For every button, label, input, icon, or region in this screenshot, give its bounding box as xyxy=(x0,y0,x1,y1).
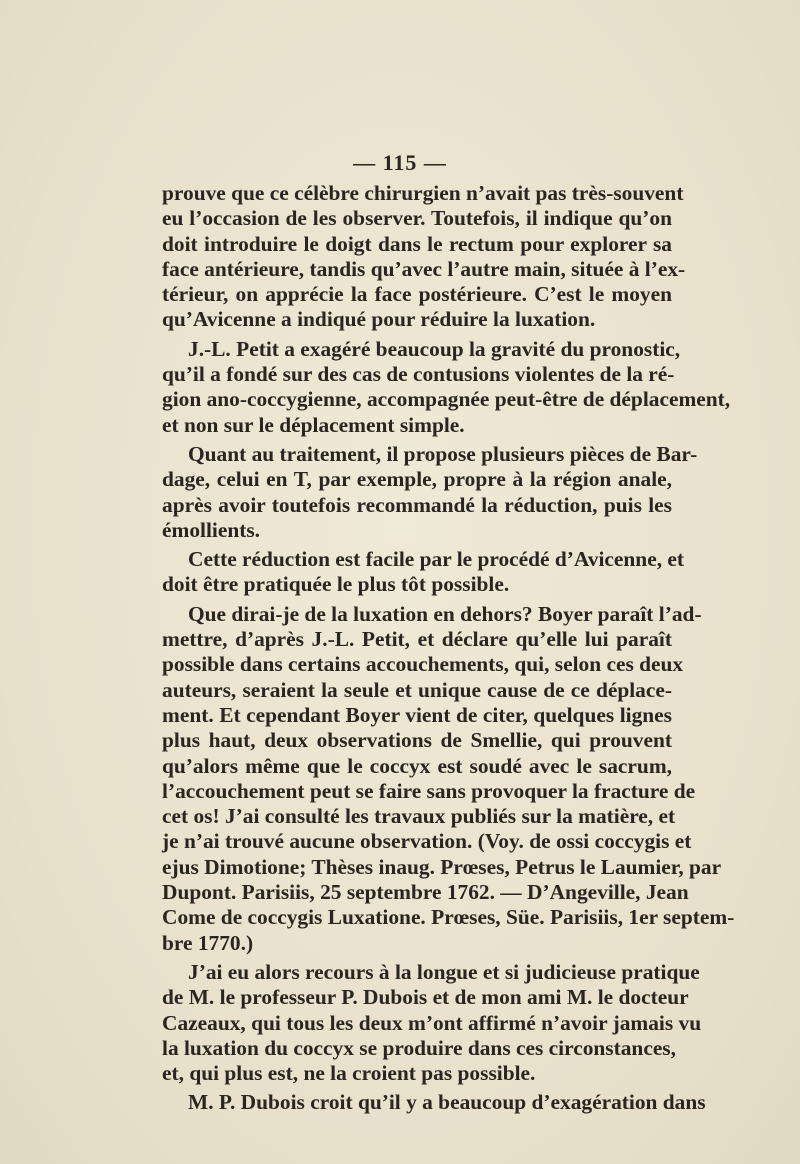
text-line: doit introduire le doigt dans le rectum pour explorer sa xyxy=(162,231,672,256)
text-line: J’ai eu alors recours à la longue et si judicieuse pratique xyxy=(188,959,700,984)
text-line: qu’il a fondé sur des cas de contusions violentes de la ré- xyxy=(162,362,675,387)
text-line: auteurs, seraient la seule et unique cause de ce déplace- xyxy=(162,677,672,702)
text-line: prouve que ce célèbre chirurgien n’avait pas très-souvent xyxy=(162,181,684,205)
text-line: Cazeaux, qui tous les deux m’ont affirmé n’avoir jamais vu xyxy=(162,1010,702,1035)
text-line: bre 1770.) xyxy=(162,930,254,955)
text-line: ejus Dimotione; Thèses inaug. Prœses, Petrus le Laumier, par xyxy=(162,854,722,879)
text-line: je n’ai trouvé aucune observation. (Voy. de ossi coccygis et xyxy=(162,829,692,854)
text-line: dage, celui en T, par exemple, propre à la région anale, xyxy=(162,467,672,492)
text-line: Cette réduction est facile par le procédé d’Avicenne, et xyxy=(188,547,685,572)
text-line: cet os! J’ai consulté les travaux publiés sur la matière, et xyxy=(162,804,676,829)
text-line: qu’alors même que le coccyx est soudé avec le sacrum, xyxy=(162,753,672,778)
text-line: eu l’occasion de les observer. Toutefois, il indique qu’on xyxy=(162,206,672,231)
text-line: J.-L. Petit a exagéré beaucoup la gravité du pronostic, xyxy=(188,336,681,361)
text-line: possible dans certains accouchements, qui, selon ces deux xyxy=(162,652,684,677)
text-line: de M. le professeur P. Dubois et de mon ami M. le docteur xyxy=(162,985,689,1010)
page-number: — 115 — xyxy=(353,150,447,175)
text-line: Dupont. Parisiis, 25 septembre 1762. — D’Angeville, Jean xyxy=(162,880,689,905)
text-line: M. P. Dubois croit qu’il y a beaucoup d’exagération dans xyxy=(188,1090,706,1115)
text-line: qu’Avicenne a indiqué pour réduire la luxation. xyxy=(162,307,596,332)
text-line: après avoir toutefois recommandé la réduction, puis les xyxy=(162,492,672,517)
body-text xyxy=(162,181,735,1116)
text-line: doit être pratiquée le plus tôt possible. xyxy=(162,572,510,597)
text-line: l’accouchement peut se faire sans provoquer la fracture de xyxy=(162,778,696,803)
text-line: ment. Et cependant Boyer vient de citer, quelques lignes xyxy=(162,702,672,727)
text-line: Come de coccygis Luxatione. Prœses, Süe. Parisiis, 1er septem- xyxy=(162,905,735,930)
text-line: Que dirai-je de la luxation en dehors? Boyer paraît l’ad- xyxy=(188,601,702,626)
text-line: face antérieure, tandis qu’avec l’autre main, située à l’ex- xyxy=(162,256,686,281)
text-line: gion ano-coccygienne, accompagnée peut-être de déplacement, xyxy=(162,387,731,412)
text-line: mettre, d’après J.-L. Petit, et déclare qu’elle lui paraît xyxy=(162,627,672,652)
text-line: térieur, on apprécie la face postérieure. C’est le moyen xyxy=(162,282,672,307)
text-line: Quant au traitement, il propose plusieurs pièces de Bar- xyxy=(188,441,698,466)
text-line: et non sur le déplacement simple. xyxy=(162,412,465,437)
text-line: émollients. xyxy=(162,517,261,542)
text-line: et, qui plus est, ne la croient pas possible. xyxy=(162,1061,536,1086)
text-line: plus haut, deux observations de Smellie, qui prouvent xyxy=(162,728,672,753)
text-line: la luxation du coccyx se produire dans ces circonstances, xyxy=(162,1035,676,1060)
